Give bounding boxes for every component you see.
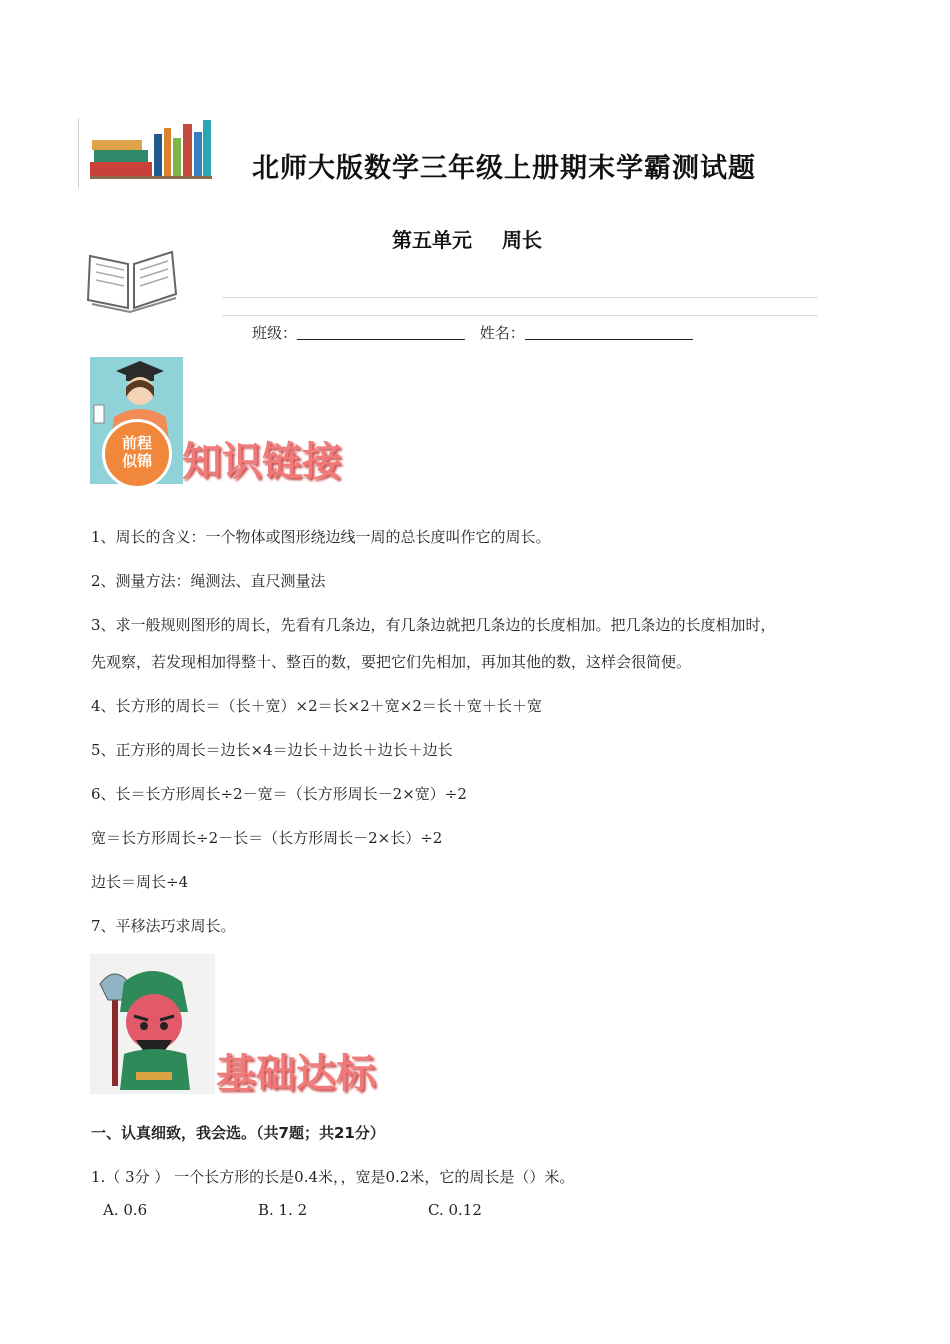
name-field[interactable] bbox=[525, 339, 693, 340]
header-divider bbox=[78, 118, 79, 188]
question-text: 1.（ 3分 ） 一个长方形的长是0.4米，，宽是0.2米，它的周长是（）米。 bbox=[91, 1168, 575, 1186]
topic-label: 周长 bbox=[502, 228, 542, 252]
guard-illustration bbox=[90, 954, 215, 1094]
section-heading: 一、认真细致，我会选。（共7题；共21分） bbox=[91, 1124, 385, 1142]
unit-subtitle bbox=[392, 224, 542, 253]
warrior-icon bbox=[90, 954, 215, 1094]
knowledge-point: 6、长＝长方形周长÷2－宽＝（长方形周长－2×宽）÷2 bbox=[91, 785, 467, 803]
books-icon bbox=[90, 120, 212, 180]
option-a[interactable]: A. 0.6 bbox=[103, 1201, 148, 1219]
knowledge-point: 2、测量方法：绳测法、直尺测量法 bbox=[91, 572, 326, 590]
option-c[interactable]: C. 0.12 bbox=[428, 1201, 482, 1219]
knowledge-point: 宽＝长方形周长÷2－长＝（长方形周长－2×长）÷2 bbox=[91, 829, 443, 847]
knowledge-point: 边长＝周长÷4 bbox=[91, 873, 189, 891]
open-book-icon bbox=[84, 250, 182, 316]
page-title: 北师大版数学三年级上册期末学霸测试题 bbox=[252, 153, 756, 184]
student-info bbox=[252, 322, 703, 343]
badge-line2: 似锦 bbox=[121, 452, 152, 470]
knowledge-banner-title: 知识链接 bbox=[182, 439, 342, 485]
unit-label: 第五单元 bbox=[392, 228, 472, 252]
knowledge-point: 4、长方形的周长＝（长＋宽）×2＝长×2＋宽×2＝长＋宽＋长＋宽 bbox=[91, 697, 542, 715]
option-b[interactable]: B. 1. 2 bbox=[258, 1201, 308, 1219]
knowledge-point: 3、求一般规则图形的周长，先看有几条边，有几条边就把几条边的长度相加。把几条边的长度相加时， bbox=[91, 616, 776, 634]
class-label: 班级： bbox=[252, 324, 298, 342]
header-rule-top bbox=[222, 297, 818, 298]
knowledge-point: 先观察，若发现相加得整十、整百的数，要把它们先相加，再加其他的数，这样会很简便。 bbox=[91, 653, 692, 671]
class-field[interactable] bbox=[297, 339, 465, 340]
knowledge-point: 1、周长的含义：一个物体或图形绕边线一周的总长度叫作它的周长。 bbox=[91, 528, 551, 546]
name-label: 姓名： bbox=[479, 324, 525, 342]
header-rule-bottom bbox=[222, 315, 818, 316]
badge bbox=[102, 419, 172, 489]
badge-line1: 前程 bbox=[121, 434, 152, 452]
teacher-illustration bbox=[90, 357, 183, 484]
basic-banner-title: 基础达标 bbox=[216, 1051, 376, 1097]
knowledge-point: 7、平移法巧求周长。 bbox=[91, 917, 236, 935]
knowledge-point: 5、正方形的周长＝边长×4＝边长＋边长＋边长＋边长 bbox=[91, 741, 453, 759]
